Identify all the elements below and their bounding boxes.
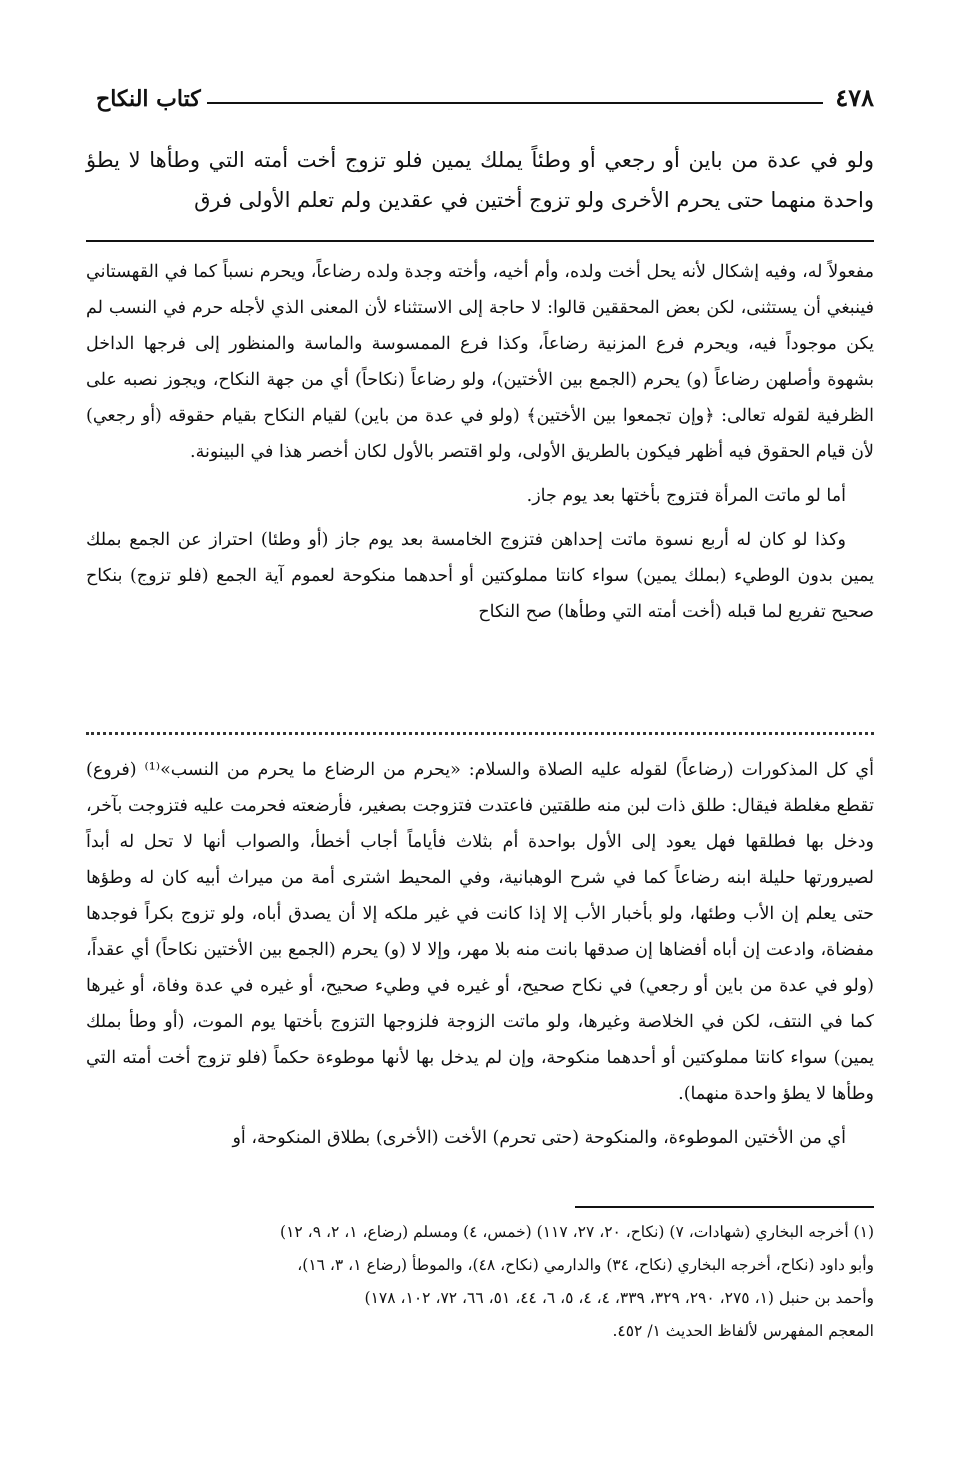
dotted-divider [86,732,874,745]
commentary-paragraph: أما لو ماتت المرأة فتزوج بأختها بعد يوم جاز. [526,486,846,506]
commentary-part-1 [86,254,874,638]
footnote-line: وأبو داود (نكاح، أخرجه البخاري (نكاح، ٣٤) والدارمي (نكاح، ٤٨)، والموطأ (رضاع ١، ٣، ١٦)، [297,1256,874,1274]
commentary-paragraph: أي كل المذكورات (رضاعاً) لقوله عليه الصلاة والسلام: «يحرم من الرضاع ما يحرم من النسب»⁽¹⁾ (فروع) تقطع مغلطة فيقال: طلق ذات لبن منه طلقتين فاعتدت فتزوجت بصغير، فأرضعته فحرمت عليه فتزوجت بآخر، ودخل بها فطلقها فهل يعود إلى الأول بواحدة أم بثلاث فأياماً أجاب أخطأ، والصواب أنها لا تحل له أبداً لصيرورتها حليلة ابنه رضاعاً كما في شرح الوهبانية، وفي المحيط اشترى أمة من ميراث أبيه كان له وطؤها حتى يعلم إن الأب وطئها، ولو بأخبار الأب إلا إذا كانت في غير ملكه إلا أن يصدق أباه، ولو تزوج بكراً فوجدها مفضاة، وادعت إن أباه أفضاها إن صدقها بانت منه بلا مهر، وإلا لا (و) يحرم (الجمع بين الأختين نكاحاً) أي عقداً، (ولو في عدة من باين أو رجعي) في نكاح صحيح، أو غيره في وطيء صحيح، أو غيره في عدة وفاة، أو غيرها كما في النتف، لكن في الخلاصة وغيرها، ولو ماتت الزوجة فلزوجها التزوج بأختها يوم الموت، (أو وطأ بملك يمين) سواء كانتا مملوكتين أو أحدهما منكوحة، وإن لم يدخل بها لأنها موطوءة حكماً (فلو تزوج أخت أمته التي وطأها لا يطؤ واحدة منهما). [86,760,874,1104]
commentary-paragraph: أي من الأختين الموطوءة، والمنكوحة (حتى تحرم) الأخت (الأخرى) بطلاق المنكوحة، أو [232,1128,846,1148]
header-rule [207,102,824,104]
page-number: ٤٧٨ [835,83,874,112]
main-text [86,140,874,220]
chapter-title: كتاب النكاح [96,86,201,112]
commentary-paragraph: وكذا لو كان له أربع نسوة ماتت إحداهن فتزوج الخامسة بعد يوم جاز (أو وطئا) احتراز عن الجمع بملك يمين بدون الوطيء (بملك يمين) سواء كانتا مملوكتين أو أحدهما منكوحة لعموم آية الجمع (فلو تزوج) بنكاح صحيح تفريع لما قبله (أخت أمته التي وطأها) صح النكاح [86,530,874,622]
matn-paragraph: ولو في عدة من باين أو رجعي أو وطئاً يملك يمين فلو تزوج أخت أمته التي وطأها لا يطؤ واحدة منهما حتى يحرم الأخرى ولو تزوج أختين في عقدين ولم تعلم الأولى فرق [86,148,874,212]
commentary-paragraph: مفعولاً له، وفيه إشكال لأنه يحل أخت ولده، وأم أخيه، وأخته وجدة ولده رضاعاً، ويحرم نسباً كما في القهستاني فينبغي أن يستثنى، لكن بعض المحققين قالوا: لا حاجة إلى الاستثناء لأن المعنى الذي لأجله حرم في النسب لم يكن موجوداً فيه، ويحرم فرع المزنية رضاعاً، وكذا فرع الممسوسة والماسة والمنظور إلى فرجها الداخل بشهوة وأصلهن رضاعاً (و) يحرم (الجمع بين الأختين)، ولو رضاعاً (نكاحاً) أي من جهة النكاح، ويجوز نصبه على الظرفية لقوله تعالى: ﴿وإن تجمعوا بين الأختين﴾ (ولو في عدة من باين) لقيام النكاح بقيام حقوقه (أو رجعي) لأن قيام الحقوق فيه أظهر فيكون بالطريق الأولى، ولو اقتصر بالأول لكان أخصر هذا في البينونة. [86,262,874,462]
matn-divider [86,240,874,242]
footnote-line: وأحمد بن حنبل (١، ٢٧٥، ٢٩٠، ٣٢٩، ٣٣٩، ٤، ٤، ٥، ٦، ٤٤، ٥١، ٦٦، ٧٢، ١٠٢، ١٧٨) [364,1289,874,1307]
footnotes [86,1216,874,1348]
running-header [96,78,874,112]
commentary-part-2 [86,752,874,1164]
footnote-line: (١) أخرجه البخاري (شهادات، ٧) (نكاح، ٢٠، ٢٧، ١١٧) (خمس، ٤) ومسلم (رضاع، ١، ٢، ٩، ١٢) [280,1223,874,1241]
footnote-line: المعجم المفهرس لألفاظ الحديث ١/ ٤٥٢. [612,1322,874,1340]
footnote-rule [575,1206,874,1208]
